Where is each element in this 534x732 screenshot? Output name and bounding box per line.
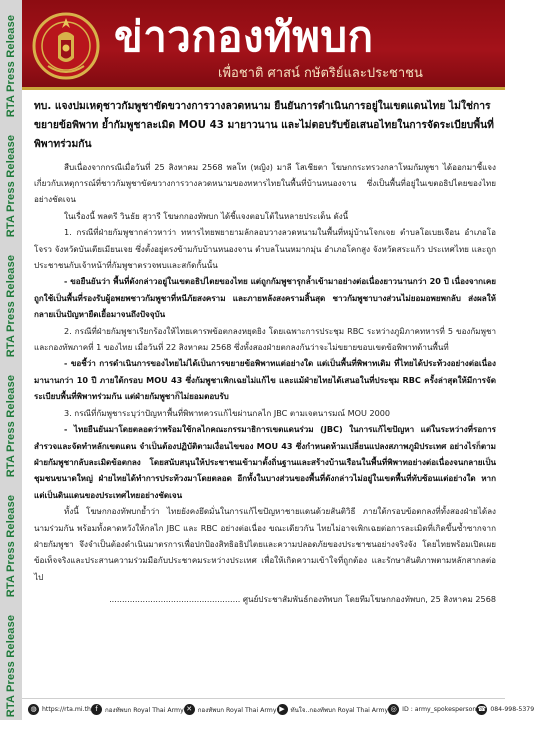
footer-phone-text: 084-998-5379 [490,706,534,713]
side-strip-label: RTA Press Release [5,494,17,598]
x-icon: ✕ [184,704,195,715]
point-3: 3. กรณีที่กัมพูชาระบุว่าปัญหาพื้นที่พิพาทควรแก้ไขผ่านกลไก JBC ตามเจตนารมณ์ MOU 2000 [64,407,391,418]
point-2: 2. กรณีที่ฝ่ายกัมพูชาเรียกร้องให้ไทยเคารพข้อตกลงหยุดยิง โดยเฉพาะการประชุม RBC ระหว่างภูมิภาคทหารที่ 5 ของกัมพูชาและกองทัพภาคที่ 1 ของไทย เมื่อวันที่ 22 สิงหาคม 2568 ซึ่งทั้งสองฝ่ายตกลงกันว่าจะไม่ขยายขอบเขตข้อพิพาทด้านพื้นที่ [34,325,496,353]
side-strip-label: RTA Press Release [5,614,17,718]
youtube-icon: ▶ [277,704,288,715]
phone-icon: ☎ [477,705,487,713]
page-title: ข่าวกองทัพบก [114,12,374,61]
header-banner [22,0,505,90]
lead-paragraph: ในเรื่องนี้ พลตรี วินธัย สุวารี โฆษกกองทัพบก ได้ชี้แจงตอบโต้ในหลายประเด็น ดังนี้ [64,210,349,221]
point-1: 1. กรณีที่ฝ่ายกัมพูชากล่าวหาว่า ทหารไทยพยายามลักลอบวางลวดหนามในพื้นที่หมู่บ้านโจกเจย ตำบลโอเบยเจือน อำเภอโอโจรว จังหวัดบันเตียเมียนเจย ซึ่งตั้งอยู่ตรงข้ามกับบ้านหนองจาน ตำบลโนนหมากมุ่น อำเภอโคกสูง จังหวัดสระแก้ว ประเทศไทย และถูกประชาชนกับเจ้าหน้าที่กัมพูชาตรวจพบและสกัดกั้นนั้น [34,227,496,271]
press-release-body [34,97,496,607]
point-2-reply: - ขอชี้ว่า การดำเนินการของไทยไม่ได้เป็นการขยายข้อพิพาทแต่อย่างใด แต่เป็นพื้นที่พิพาทเดิม ที่ไทยได้ประท้วงอย่างต่อเนื่องมานานกว่า 10 ปี ภายใต้กรอบ MOU 43 ซึ่งกัมพูชาเพิกเฉยไม่แก้ไข และแม้ฝ่ายไทยได้เสนอในที่ประชุม RBC ครั้งล่าสุดให้มีการจัดระเบียบพื้นที่พิพาทร่วมกัน แต่ฝ่ายกัมพูชาก็ไม่ยอมตอบรับ [34,358,496,402]
footer-facebook-text: กองทัพบก Royal Thai Army [104,706,184,714]
footer-instagram-link[interactable] [388,704,476,715]
side-strip-label: RTA Press Release [5,374,17,478]
closing-paragraph: ทั้งนี้ โฆษกกองทัพบกย้ำว่า ไทยยังคงยึดมั่นในการแก้ไขปัญหาชายแดนด้วยสันติวิธี ภายใต้กรอบข้อตกลงที่ทั้งสองฝ่ายได้ลงนามร่วมกัน พร้อมทั้งคาดหวังให้กลไก JBC และ RBC อย่างต่อเนื่อง ขณะเดียวกัน ไทยไม่อาจเพิกเฉยต่อการละเมิดที่เกิดขึ้นซ้ำซากจากฝ่ายกัมพูชา จึงจำเป็นต้องดำเนินมาตรการเพื่อปกป้องสิทธิอธิปไตยและความปลอดภัยของประชาชนอย่างจริงจัง โดยไทยพร้อมเปิดเผยข้อเท็จจริงและประสานความร่วมมือกับประชาคมระหว่างประเทศ เพื่อให้เกิดความเข้าใจที่ถูกต้อง และรักษาสันติภาพตามหลักสากลต่อไป [34,506,496,582]
side-strip-label: RTA Press Release [5,134,17,238]
footer-website-link[interactable] [28,704,91,715]
side-strip-label: RTA Press Release [5,14,17,118]
instagram-icon: ◎ [388,704,399,715]
point-3-reply: - ไทยยืนยันมาโดยตลอดว่าพร้อมใช้กลไกคณะกรรมาธิการเขตแดนร่วม (JBC) ในการแก้ไขปัญหา แต่ในระหว่างที่รอการสำรวจและจัดทำหลักเขตแดน จำเป็นต้องปฏิบัติตามเงื่อนไขของ MOU 43 ซึ่งกำหนดห้ามเปลี่ยนแปลงสภาพภูมิประเทศ อย่างไรก็ตาม ฝ่ายกัมพูชากลับละเมิดข้อตกลง โดยสนับสนุนให้ประชาชนเข้ามาตั้งถิ่นฐานและสร้างบ้านเรือนในพื้นที่พิพาทอย่างต่อเนื่องจนกลายเป็นชุมชนขนาดใหญ่ ฝ่ายไทยได้ทำการประท้วงมาโดยตลอด อีกทั้งในบางส่วนของพื้นที่ดังกล่าวไม่อยู่ในเขตพื้นที่ทับซ้อนแต่อย่างใด หากแต่เป็นดินแดนของประเทศไทยอย่างชัดเจน [34,424,496,500]
side-strip-label: RTA Press Release [5,254,17,358]
footer-x-link[interactable] [184,704,277,715]
footer-instagram-text: ID : army_spokesperson [402,706,477,713]
footer-youtube-text: ทันใจ..กองทัพบก Royal Thai Army [290,706,389,714]
header-motto: เพื่อชาติ ศาสน์ กษัตริย์และประชาชน [218,66,423,81]
point-1-reply: - ขอยืนยันว่า พื้นที่ดังกล่าวอยู่ในเขตอธิปไตยของไทย แต่ถูกกัมพูชารุกล้ำเข้ามาอย่างต่อเนื่องยาวนานกว่า 20 ปี เนื่องจากเคยถูกใช้เป็นพื้นที่รองรับผู้อพยพชาวกัมพูชาที่หนีภัยสงคราม และภายหลังสงครามสิ้นสุด ชาวกัมพูชาบางส่วนไม่ยอมอพยพกลับ ส่งผลให้กลายเป็นปัญหายืดเยื้อมาจนถึงปัจจุบัน [34,276,496,320]
footer-youtube-link[interactable] [277,704,389,715]
army-emblem-icon [30,6,102,84]
footer-phone-link[interactable] [476,704,534,715]
side-strip [0,0,22,720]
header-divider [22,87,505,90]
headline: ทบ. แจงปมเหตุชาวกัมพูชาขัดขวางการวางลวดหนาม ยืนยันการดำเนินการอยู่ในเขตแดนไทย ไม่ใช่การขยายข้อพิพาท ย้ำกัมพูชาละเมิด MOU 43 มายาวนาน และไม่ตอบรับข้อเสนอไทยในการจัดระเบียบพื้นที่พิพาทร่วมกัน [34,100,494,151]
signoff: ................................................... ศูนย์ประชาสัมพันธ์กองทัพบก โดยทีมโฆษกกองทัพบก, 25 สิงหาคม 2568 [109,594,496,605]
footer-x-text: กองทัพบก Royal Thai Army [197,706,277,714]
facebook-icon: f [91,704,102,715]
footer-contacts [22,698,534,720]
footer-facebook-link[interactable] [91,704,184,715]
globe-icon: ◍ [28,704,39,715]
intro-paragraph: สืบเนื่องจากกรณีเมื่อวันที่ 25 สิงหาคม 2568 พลโท (หญิง) มาลี โสเชียตา โฆษกกระทรวงกลาโหมกัมพูชา ได้ออกมาชี้แจงเกี่ยวกับเหตุการณ์ที่ชาวกัมพูชาขัดขวางการวางลวดหนามของทหารไทยในพื้นที่บ้านหนองจาน ซึ่งเป็นพื้นที่อยู่ในเขตอธิปไตยของไทยอย่างชัดเจน [34,161,496,205]
footer-website-text: https://rta.mi.th [42,706,91,713]
